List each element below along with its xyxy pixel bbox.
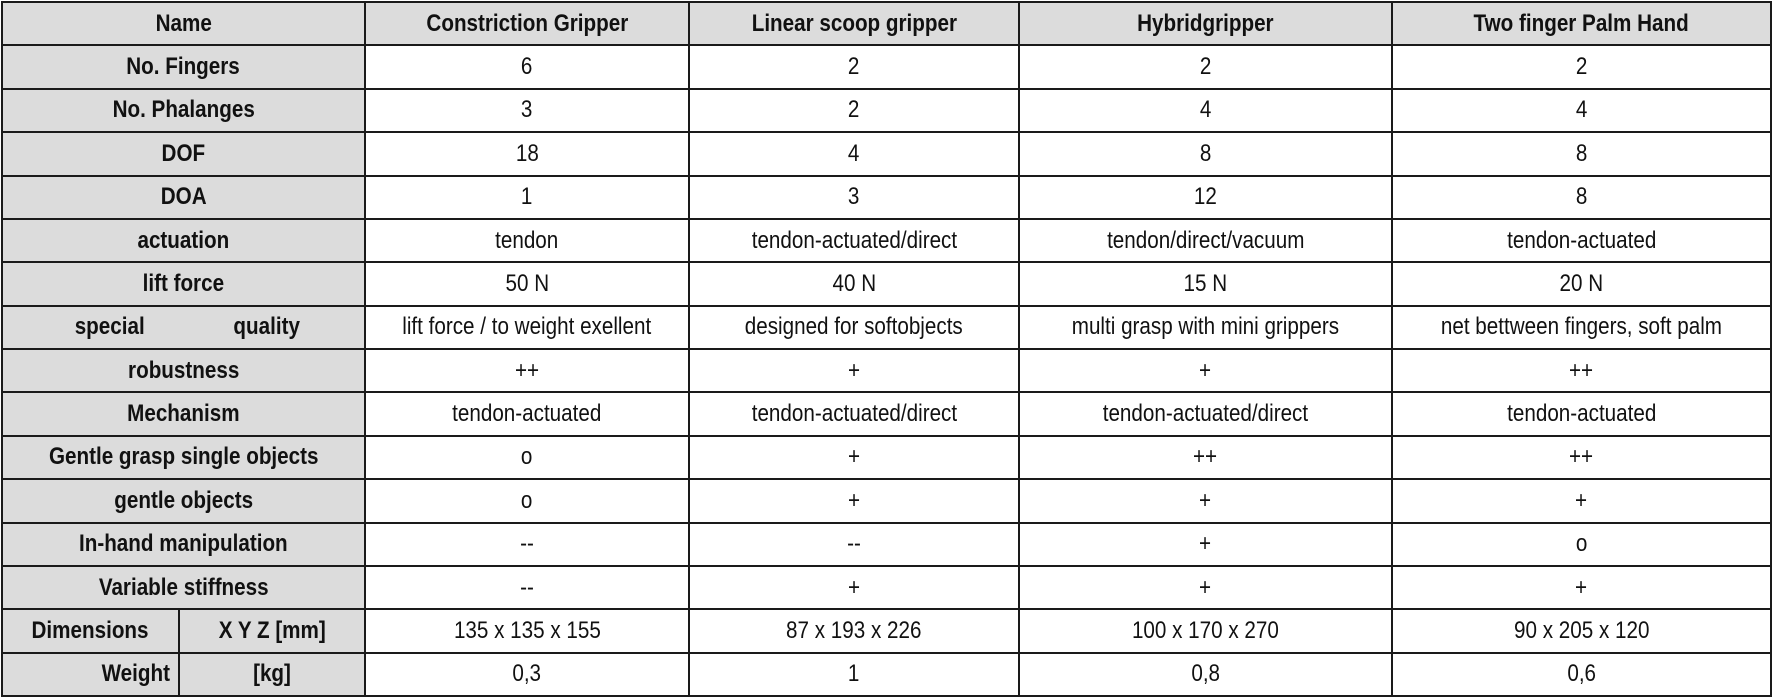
header-col-3: Hybridgripper: [1019, 2, 1392, 45]
table-cell: +: [689, 349, 1019, 392]
row-sublabel: [kg]: [179, 653, 365, 696]
table-cell: 3: [365, 89, 689, 132]
gripper-comparison-table: [1, 1, 1772, 697]
table-cell: 18: [365, 132, 689, 175]
table-row: [2, 262, 1771, 305]
row-label: Variable stiffness: [2, 566, 365, 609]
table-cell: +: [1019, 566, 1392, 609]
table-cell: tendon/direct/vacuum: [1019, 219, 1392, 262]
table-row: [2, 609, 1771, 652]
table-cell: ++: [1392, 436, 1771, 479]
table-cell: 0,3: [365, 653, 689, 696]
table-cell: 3: [689, 176, 1019, 219]
table-cell: o: [365, 436, 689, 479]
header-row: [2, 2, 1771, 45]
table-row: [2, 176, 1771, 219]
table-row: [2, 132, 1771, 175]
row-label: No. Phalanges: [2, 89, 365, 132]
table-cell: --: [365, 566, 689, 609]
table-cell: +: [1392, 479, 1771, 522]
table-cell: 2: [1019, 45, 1392, 88]
table-cell: +: [1392, 566, 1771, 609]
row-label: No. Fingers: [2, 45, 365, 88]
table-cell: --: [365, 523, 689, 566]
table-cell: +: [1019, 349, 1392, 392]
table-cell: ++: [365, 349, 689, 392]
table-cell: 4: [689, 132, 1019, 175]
table-cell: --: [689, 523, 1019, 566]
table-cell: tendon-actuated/direct: [1019, 392, 1392, 435]
table-row: [2, 566, 1771, 609]
table-cell: designed for softobjects: [689, 306, 1019, 349]
row-label: DOA: [2, 176, 365, 219]
row-label: actuation: [2, 219, 365, 262]
table-cell: 1: [365, 176, 689, 219]
table-cell: 135 x 135 x 155: [365, 609, 689, 652]
header-col-1: Constriction Gripper: [365, 2, 689, 45]
table-cell: lift force / to weight exellent: [365, 306, 689, 349]
table-row: [2, 392, 1771, 435]
table-cell: 2: [1392, 45, 1771, 88]
row-label-part: special: [74, 313, 145, 341]
table-cell: 1: [689, 653, 1019, 696]
table-cell: +: [689, 566, 1019, 609]
row-label-part: quality: [233, 313, 300, 341]
table-cell: 87 x 193 x 226: [689, 609, 1019, 652]
table-cell: multi grasp with mini grippers: [1019, 306, 1392, 349]
table-cell: tendon-actuated: [1392, 392, 1771, 435]
table-cell: 6: [365, 45, 689, 88]
table-cell: 8: [1019, 132, 1392, 175]
table-cell: 4: [1019, 89, 1392, 132]
table-cell: tendon-actuated/direct: [689, 392, 1019, 435]
table-cell: o: [365, 479, 689, 522]
table-cell: 4: [1392, 89, 1771, 132]
table-row: [2, 436, 1771, 479]
table-cell: 12: [1019, 176, 1392, 219]
table-cell: +: [689, 479, 1019, 522]
table-cell: +: [1019, 523, 1392, 566]
table-cell: +: [689, 436, 1019, 479]
table-row: [2, 45, 1771, 88]
table-cell: ++: [1392, 349, 1771, 392]
table-cell: 15 N: [1019, 262, 1392, 305]
table-row: [2, 306, 1771, 349]
row-label: robustness: [2, 349, 365, 392]
table-row: [2, 523, 1771, 566]
row-label: DOF: [2, 132, 365, 175]
table-cell: 8: [1392, 132, 1771, 175]
table-row: [2, 89, 1771, 132]
row-label: [2, 306, 365, 349]
table-row: [2, 479, 1771, 522]
table-row: [2, 219, 1771, 262]
table-cell: 0,6: [1392, 653, 1771, 696]
header-name-cell: Name: [2, 2, 365, 45]
table-cell: 2: [689, 45, 1019, 88]
table-cell: ++: [1019, 436, 1392, 479]
table-cell: 0,8: [1019, 653, 1392, 696]
table-cell: tendon-actuated/direct: [689, 219, 1019, 262]
table-cell: 8: [1392, 176, 1771, 219]
row-label: Weight: [2, 653, 179, 696]
row-label: lift force: [2, 262, 365, 305]
row-label: In-hand manipulation: [2, 523, 365, 566]
table-cell: tendon: [365, 219, 689, 262]
row-label: Dimensions: [2, 609, 179, 652]
table-cell: 100 x 170 x 270: [1019, 609, 1392, 652]
table-cell: net bettween fingers, soft palm: [1392, 306, 1771, 349]
table-cell: tendon-actuated: [365, 392, 689, 435]
table-cell: 40 N: [689, 262, 1019, 305]
table-cell: o: [1392, 523, 1771, 566]
table-row: [2, 349, 1771, 392]
header-col-2: Linear scoop gripper: [689, 2, 1019, 45]
table-cell: 50 N: [365, 262, 689, 305]
row-label: Gentle grasp single objects: [2, 436, 365, 479]
table-cell: 2: [689, 89, 1019, 132]
table-cell: +: [1019, 479, 1392, 522]
row-label: Mechanism: [2, 392, 365, 435]
table-row: [2, 653, 1771, 696]
header-col-4: Two finger Palm Hand: [1392, 2, 1771, 45]
row-sublabel: X Y Z [mm]: [179, 609, 365, 652]
table-cell: 20 N: [1392, 262, 1771, 305]
row-label: gentle objects: [2, 479, 365, 522]
table-cell: tendon-actuated: [1392, 219, 1771, 262]
table-cell: 90 x 205 x 120: [1392, 609, 1771, 652]
